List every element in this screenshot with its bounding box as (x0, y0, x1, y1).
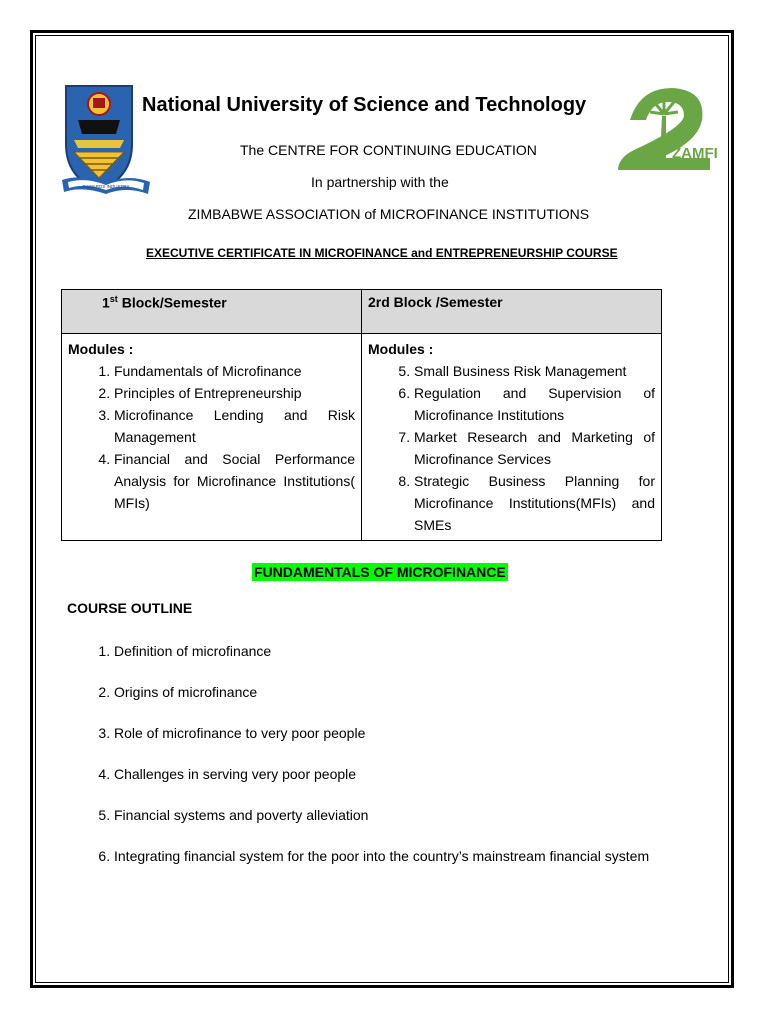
module-item: 5. Small Business Risk Management (414, 360, 655, 382)
zamfi-logo-text: ZAMFI (672, 145, 718, 162)
course-title: EXECUTIVE CERTIFICATE IN MICROFINANCE and ENTREPRENEURSHIP COURSE (146, 246, 618, 260)
module-item: 1. Fundamentals of Microfinance (114, 360, 355, 382)
block2-header: 2rd Block /Semester (362, 290, 662, 334)
modules-label: Modules : (68, 341, 134, 357)
course-outline-list (67, 640, 744, 886)
outline-item: 2. Origins of microfinance (114, 681, 744, 703)
module-item: 7. Market Research and Marketing of Microfinance Services (414, 426, 655, 470)
module-item: 8. Strategic Business Planning for Microfinance Institutions(MFIs) and SMEs (414, 470, 655, 536)
outline-item: 6. Integrating financial system for the poor into the country’s mainstream financial system (114, 845, 744, 867)
outline-item: 1. Definition of microfinance (114, 640, 744, 662)
outline-item: 4. Challenges in serving very poor people (114, 763, 744, 785)
centre-line: The CENTRE FOR CONTINUING EDUCATION (240, 142, 537, 158)
university-title: National University of Science and Technology (142, 94, 587, 116)
module-item: 4. Financial and Social Performance Analysis for Microfinance Institutions( MFIs) (114, 448, 355, 514)
modules-label: Modules : (368, 341, 434, 357)
block1-modules (62, 334, 362, 541)
outline-item: 5. Financial systems and poverty alleviation (114, 804, 744, 826)
section-highlight-title: FUNDAMENTALS OF MICROFINANCE (254, 564, 506, 580)
modules-table (61, 289, 662, 541)
course-outline-heading: COURSE OUTLINE (67, 600, 193, 616)
outline-item: 3. Role of microfinance to very poor people (114, 722, 744, 744)
module-item: 6. Regulation and Supervision of Microfinance Institutions (414, 382, 655, 426)
crest-banner-text: TOWARDS INDUSTRY (82, 184, 130, 189)
zamfi-logo (610, 80, 720, 176)
association-line: ZIMBABWE ASSOCIATION of MICROFINANCE INSTITUTIONS (188, 206, 590, 222)
nust-crest-logo (60, 82, 152, 200)
module-item: 3. Microfinance Lending and Risk Management (114, 404, 355, 448)
block1-header: 1st Block/Semester (62, 290, 362, 334)
partnership-line: In partnership with the (311, 174, 449, 190)
module-item: 2. Principles of Entrepreneurship (114, 382, 355, 404)
block2-modules (362, 334, 662, 541)
